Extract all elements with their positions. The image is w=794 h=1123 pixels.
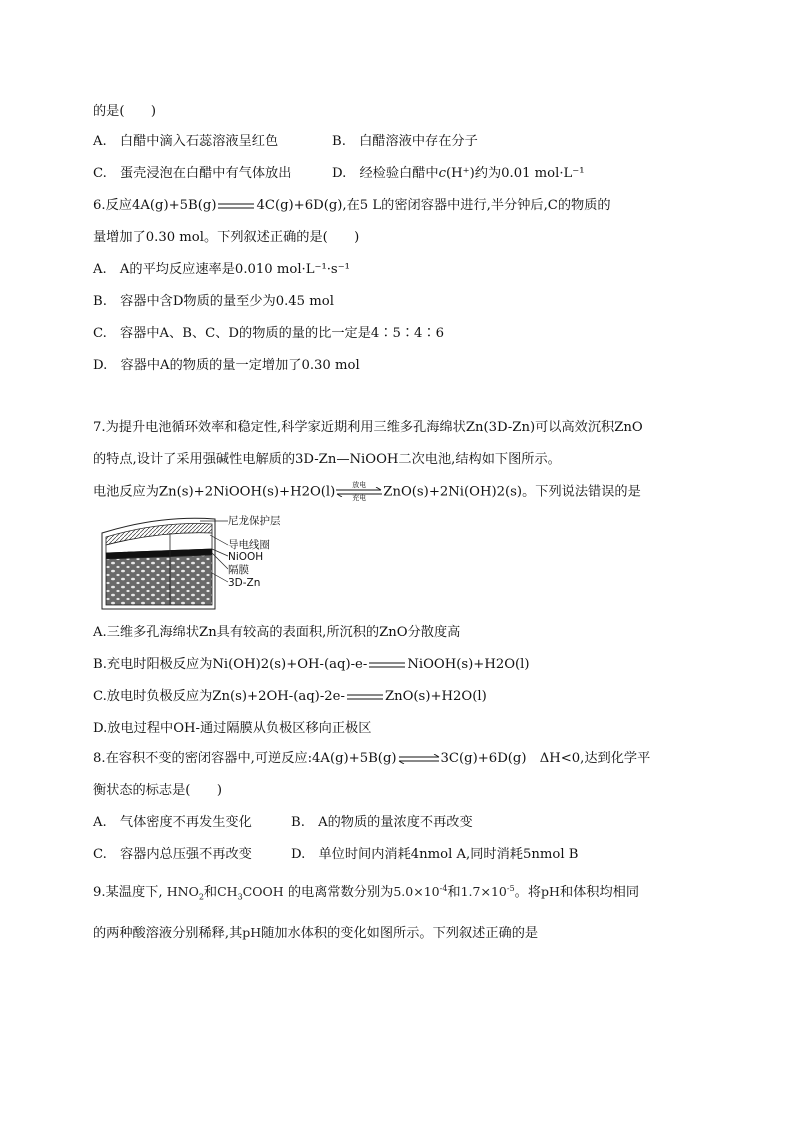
equals-arrow-icon [216,201,256,211]
reversible-arrow-icon [335,483,383,501]
q6-reactants: 6.反应4A(g)+5B(g) [93,198,217,213]
q8-stem-line1 [93,750,650,768]
q7-option-a: A.三维多孔海绵状Zn具有较高的表面积,所沉积的ZnO分散度高 [93,625,461,640]
q7-option-c [93,688,487,706]
q9-line2-start: 的两种酸溶液分别稀释,其 [93,926,243,941]
q7-option-b-right: NiOOH(s)+H2O(l) [407,657,530,672]
q7-stem-line2: 的特点,设计了采用强碱性电解质的3D-Zn—NiOOH二次电池,结构如下图所示。 [93,452,561,467]
q8-option-a: A. 气体密度不再发生变化 [93,815,252,830]
q5-option-b: B. 白醋溶液中存在分子 [332,134,478,149]
q8-option-d: D. 单位时间内消耗4nmol A,同时消耗5nmol B [291,847,579,862]
ph-symbol: pH [242,925,262,940]
hno2-subscript: 2 [198,892,204,902]
q8-stem-line2: 衡状态的标志是( ) [93,783,222,798]
q9-stem-line2 [93,924,538,943]
formula-ch3cooh [217,884,284,902]
constant-ch3cooh [461,884,515,899]
q6-option-d: D. 容器中A的物质的量一定增加了0.30 mol [93,358,360,373]
q5-option-d-conc: (H⁺)约为0.01 mol·L⁻¹ [446,166,585,181]
label-nylon-layer: 尼龙保护层 [228,515,281,527]
q7-reaction-right: ZnO(s)+2Ni(OH)2(s)。下列说法错误的是 [383,484,641,500]
equals-arrow-icon [345,692,385,702]
reversible-arrow-icon [397,754,441,764]
q5-option-d-text: D. 经检验白醋中 [332,166,439,181]
q5-option-c: C. 蛋壳浸泡在白醋中有气体放出 [93,166,292,181]
q9-stem-line1 [93,880,639,907]
q8-products: 3C(g)+6D(g) ΔH<0,达到化学平 [440,751,651,766]
q8-option-c: C. 容器内总压强不再改变 [93,847,252,862]
q7-option-b-left: B.充电时阳极反应为Ni(OH)2(s)+OH-(aq)-e- [93,657,368,672]
q7-option-d: D.放电过程中OH-通过隔膜从负极区移向正极区 [93,721,372,736]
hno2-text: HNO [166,884,199,900]
q7-reaction-left: 电池反应为Zn(s)+2NiOOH(s)+H2O(l) [93,484,336,500]
q9-and-2: 和 [447,885,461,901]
ph-symbol: pH [541,884,560,900]
k1-mantissa: 5.0×10 [393,884,440,900]
q5-option-d-c: c [438,166,446,181]
q9-line1-end: 和体积均相同 [559,885,640,901]
q9-line2-end: 随加水体积的变化如图所示。下列叙述正确的是 [261,926,539,941]
q6-products: 4C(g)+6D(g),在5 L的密闭容器中进行,半分钟后,C的物质的 [256,198,611,213]
equals-arrow-icon [367,660,407,670]
q8-reactants: 8.在容积不变的密闭容器中,可逆反应:4A(g)+5B(g) [93,751,397,766]
ch3-subscript: 3 [237,892,243,902]
k1-exponent: -4 [439,884,448,893]
arrow-label-discharge: 放电 [352,481,367,489]
q6-stem-line2: 量增加了0.30 mol。下列叙述正确的是( ) [93,230,360,245]
q6-stem-line1 [93,197,611,215]
k2-mantissa: 1.7×10 [460,884,507,900]
label-3d-zn: 3D-Zn [228,577,261,589]
q6-option-c: C. 容器中A、B、C、D的物质的量的比一定是4∶5∶4∶6 [93,326,444,341]
constant-hno2 [393,884,447,899]
q5-option-a: A. 白醋中滴入石蕊溶液呈红色 [93,134,279,149]
cooh-text: COOH [242,884,284,900]
q8-option-b: B. A的物质的量浓度不再改变 [291,815,473,830]
q6-option-b: B. 容器中含D物质的量至少为0.45 mol [93,294,334,309]
q9-jiang: 。将 [514,885,542,901]
q7-stem-line3 [93,483,641,502]
q5-stem-tail: 的是( ) [93,104,157,119]
q5-option-d [332,165,585,183]
q7-option-c-left: C.放电时负极反应为Zn(s)+2OH-(aq)-2e- [93,689,345,704]
q9-intro: 9.某温度下, [93,885,163,901]
k2-exponent: -5 [506,884,515,893]
arrow-label-charge: 充电 [352,494,367,502]
q9-and-1: 和 [203,885,218,901]
q6-option-a: A. A的平均反应速率是0.010 mol·L⁻¹·s⁻¹ [93,262,350,277]
ch3-text: CH [217,884,238,900]
q9-constants-text: 的电离常数分别为 [287,885,394,901]
q7-option-b [93,656,530,674]
label-separator: 隔膜 [228,564,249,576]
q7-stem-line1: 7.为提升电池循环效率和稳定性,科学家近期利用三维多孔海绵状Zn(3D-Zn)可以高效沉积ZnO [93,420,643,435]
battery-diagram-icon [100,513,310,613]
q7-option-c-right: ZnO(s)+H2O(l) [384,689,487,704]
label-conductive-coil: 导电线圈 [228,539,270,551]
battery-structure-figure [100,513,310,613]
formula-hno2 [166,884,204,902]
label-niooh: NiOOH [228,551,264,563]
